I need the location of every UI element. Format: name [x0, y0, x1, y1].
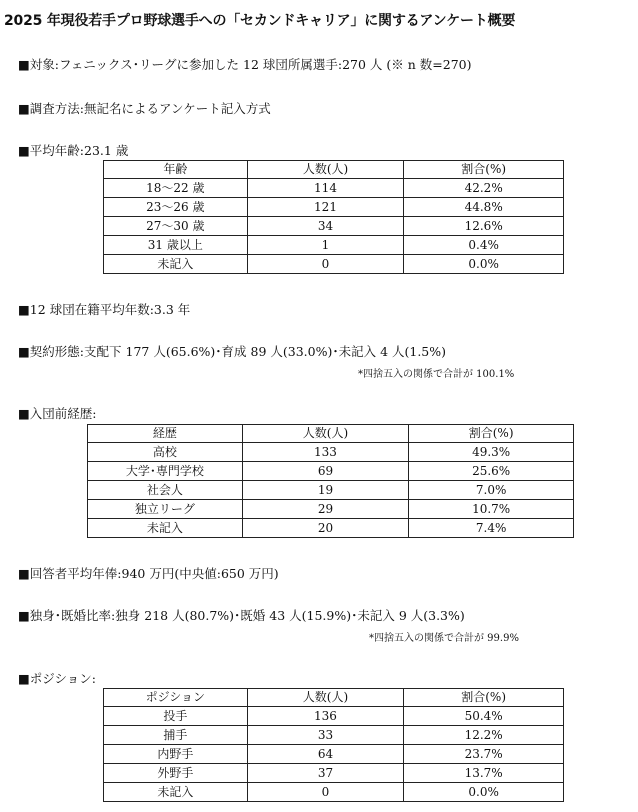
- document-title: 2025 年現役若手プロ野球選手への「セカンドキャリア」に関するアンケート概要: [4, 13, 516, 29]
- table-cell: 10.7%: [409, 500, 574, 519]
- table-cell: 29: [242, 500, 409, 519]
- column-header: 割合(%): [404, 161, 564, 179]
- table-cell: 0.0%: [404, 255, 564, 274]
- table-cell: 33: [247, 726, 404, 745]
- salary-line: ■回答者平均年俸:940 万円(中央値:650 万円): [18, 566, 279, 581]
- position-table: [103, 688, 564, 802]
- column-header: 割合(%): [409, 425, 574, 443]
- table-cell: 69: [242, 462, 409, 481]
- table-cell: 12.2%: [404, 726, 564, 745]
- table-cell: 19: [242, 481, 409, 500]
- table-row: [104, 198, 564, 217]
- table-cell: 42.2%: [404, 179, 564, 198]
- table-cell: 13.7%: [404, 764, 564, 783]
- column-header: 人数(人): [247, 161, 404, 179]
- background-line: ■入団前経歴:: [18, 406, 97, 421]
- table-cell: 49.3%: [409, 443, 574, 462]
- column-header: 年齢: [104, 161, 248, 179]
- contract-line: ■契約形態:支配下 177 人(65.6%)･育成 89 人(33.0%)･未記入 4 人(1.5%): [18, 344, 447, 359]
- table-row: [104, 783, 564, 802]
- table-cell: 23〜26 歳: [104, 198, 248, 217]
- table-cell: 7.4%: [409, 519, 574, 538]
- table-cell: 0.4%: [404, 236, 564, 255]
- table-cell: 12.6%: [404, 217, 564, 236]
- table-cell: 50.4%: [404, 707, 564, 726]
- table-row: [104, 764, 564, 783]
- table-cell: 121: [247, 198, 404, 217]
- table-cell: 大学･専門学校: [88, 462, 243, 481]
- table-cell: 0: [247, 255, 404, 274]
- table-cell: 独立リーグ: [88, 500, 243, 519]
- table-row: [104, 217, 564, 236]
- table-row: [88, 462, 574, 481]
- table-header-row: [88, 425, 574, 443]
- avg-age-line: ■平均年齢:23.1 歳: [18, 143, 129, 158]
- table-cell: 未記入: [104, 255, 248, 274]
- table-row: [88, 443, 574, 462]
- table-cell: 1: [247, 236, 404, 255]
- table-cell: 高校: [88, 443, 243, 462]
- table-row: [104, 707, 564, 726]
- table-cell: 0.0%: [404, 783, 564, 802]
- table-cell: 133: [242, 443, 409, 462]
- table-cell: 25.6%: [409, 462, 574, 481]
- background-table: [87, 424, 574, 538]
- table-cell: 7.0%: [409, 481, 574, 500]
- column-header: 人数(人): [247, 689, 404, 707]
- table-cell: 外野手: [104, 764, 248, 783]
- table-cell: 44.8%: [404, 198, 564, 217]
- table-row: [104, 255, 564, 274]
- contract-note: *四捨五入の関係で合計が 100.1%: [358, 369, 515, 380]
- table-row: [104, 745, 564, 764]
- target-line: ■対象:フェニックス･リーグに参加した 12 球団所属選手:270 人 (※ n 数=270): [18, 57, 472, 72]
- table-cell: 投手: [104, 707, 248, 726]
- table-header-row: [104, 689, 564, 707]
- column-header: 割合(%): [404, 689, 564, 707]
- table-row: [88, 481, 574, 500]
- table-cell: 37: [247, 764, 404, 783]
- table-row: [104, 236, 564, 255]
- table-cell: 23.7%: [404, 745, 564, 764]
- table-cell: 64: [247, 745, 404, 764]
- table-cell: 18〜22 歳: [104, 179, 248, 198]
- table-cell: 34: [247, 217, 404, 236]
- table-cell: 社会人: [88, 481, 243, 500]
- marital-note: *四捨五入の関係で合計が 99.9%: [369, 633, 519, 644]
- table-cell: 20: [242, 519, 409, 538]
- marital-line: ■独身･既婚比率:独身 218 人(80.7%)･既婚 43 人(15.9%)･未記入 9 人(3.3%): [18, 608, 465, 623]
- table-row: [88, 500, 574, 519]
- table-row: [104, 726, 564, 745]
- table-header-row: [104, 161, 564, 179]
- table-cell: 未記入: [104, 783, 248, 802]
- age-table: [103, 160, 564, 274]
- table-cell: 31 歳以上: [104, 236, 248, 255]
- column-header: ポジション: [104, 689, 248, 707]
- table-cell: 捕手: [104, 726, 248, 745]
- table-cell: 114: [247, 179, 404, 198]
- table-row: [88, 519, 574, 538]
- position-line: ■ポジション:: [18, 671, 96, 686]
- table-cell: 内野手: [104, 745, 248, 764]
- method-line: ■調査方法:無記名によるアンケート記入方式: [18, 101, 271, 116]
- column-header: 経歴: [88, 425, 243, 443]
- table-cell: 136: [247, 707, 404, 726]
- table-cell: 未記入: [88, 519, 243, 538]
- table-cell: 27〜30 歳: [104, 217, 248, 236]
- avg-years-line: ■12 球団在籍平均年数:3.3 年: [18, 302, 191, 317]
- column-header: 人数(人): [242, 425, 409, 443]
- table-row: [104, 179, 564, 198]
- table-cell: 0: [247, 783, 404, 802]
